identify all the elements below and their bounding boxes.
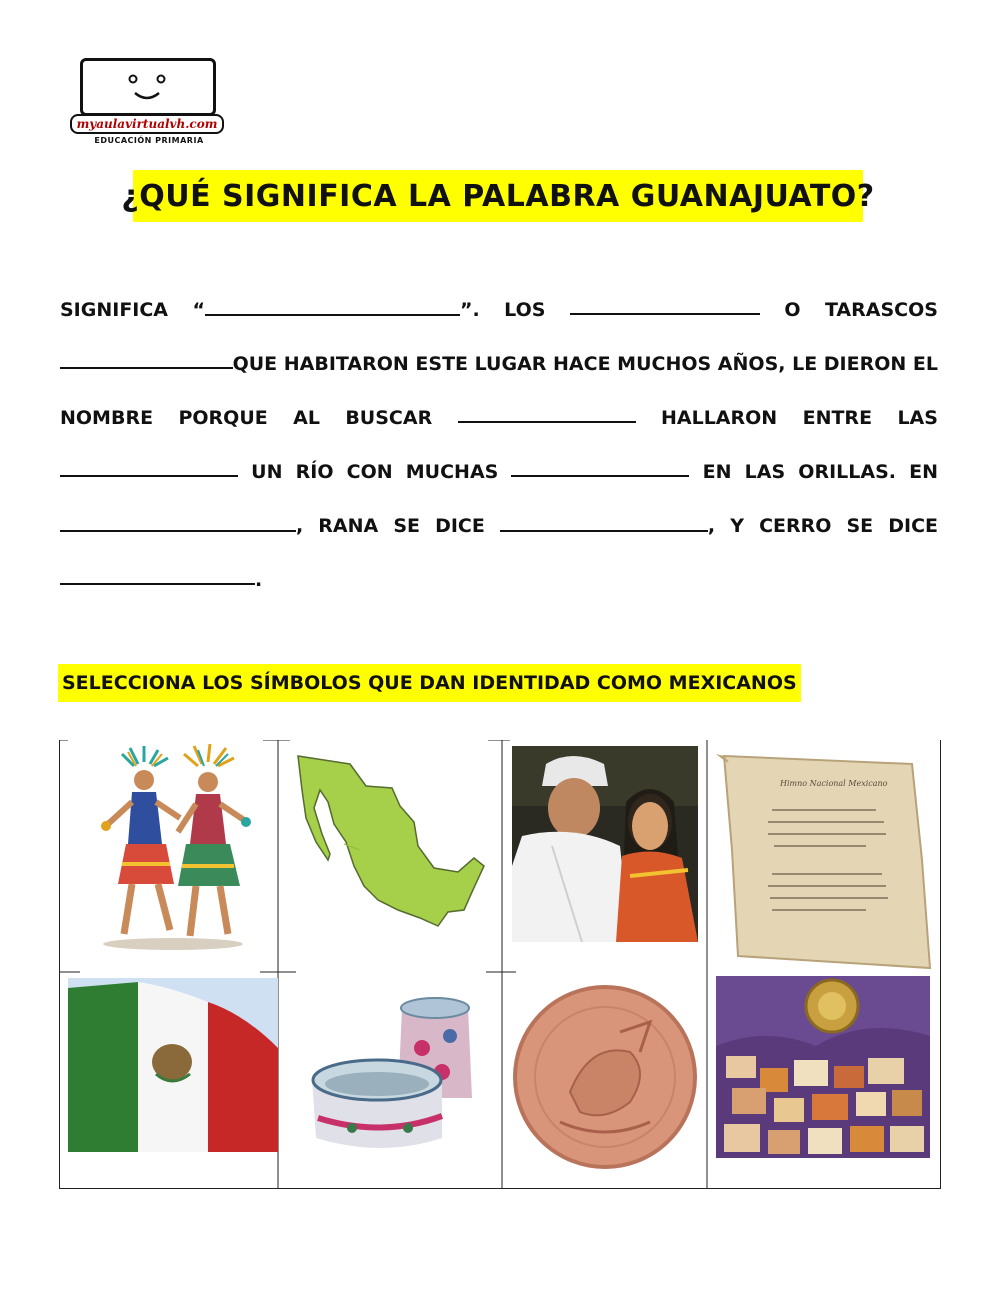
symbol-option-pottery[interactable] <box>292 988 496 1158</box>
word: LAS <box>897 407 938 429</box>
page-title: ¿QUÉ SIGNIFICA LA PALABRA GUANAJUATO? <box>133 170 863 222</box>
word: NOMBRE <box>60 407 154 429</box>
word: PORQUE <box>178 407 268 429</box>
word: RÍO <box>295 461 334 483</box>
blank-with-comma <box>500 499 715 553</box>
anthem-document-image <box>716 750 934 972</box>
symbol-option-anthem[interactable] <box>716 750 934 972</box>
blank-search[interactable] <box>458 391 636 423</box>
word: DICE <box>435 515 485 537</box>
smiley-face-icon <box>83 61 213 113</box>
logo-tagline: EDUCACIÓN PRIMARIA <box>94 136 204 145</box>
word: CON <box>346 461 393 483</box>
blank-people-alt[interactable] <box>60 337 233 369</box>
paragraph-line-5 <box>60 499 938 553</box>
word: MUCHAS <box>405 461 499 483</box>
word: LAS <box>744 461 786 483</box>
paragraph-line-4 <box>60 445 938 499</box>
word: RANA <box>318 515 379 537</box>
fill-in-paragraph <box>60 283 938 607</box>
symbol-option-map[interactable] <box>288 750 488 960</box>
quote-close: ”. <box>459 299 480 321</box>
paragraph-line-6 <box>60 553 938 607</box>
word: CERRO <box>759 515 832 537</box>
paragraph-line-2 <box>60 337 938 391</box>
word: HALLARON <box>660 407 778 429</box>
word: EN <box>702 461 732 483</box>
instruction-banner: SELECCIONA LOS SÍMBOLOS QUE DAN IDENTIDAD COMO MEXICANOS <box>58 664 801 702</box>
blank-people[interactable] <box>570 283 760 315</box>
word: UN <box>251 461 283 483</box>
blank-place[interactable] <box>60 445 238 477</box>
blank-hill-word[interactable] <box>60 553 255 585</box>
paragraph-line-3 <box>60 391 938 445</box>
computer-screen-icon <box>80 58 216 116</box>
symbols-grid <box>59 740 941 1189</box>
word: SE <box>846 515 874 537</box>
blank-language[interactable] <box>60 500 296 532</box>
document-heading: Himno Nacional Mexicano <box>780 779 888 788</box>
site-logo <box>70 56 230 152</box>
pottery-image <box>292 988 496 1158</box>
emblem-coin-image <box>510 982 700 1172</box>
blank-with-comma <box>60 499 303 553</box>
word: SIGNIFICA <box>60 299 169 321</box>
blank-frog-word[interactable] <box>500 500 708 532</box>
line-text: QUE HABITARON ESTE LUGAR HACE MUCHOS AÑOS, LE DIERON EL <box>232 353 938 375</box>
word: Y <box>730 515 744 537</box>
word: DICE <box>888 515 938 537</box>
dancers-image <box>78 744 268 964</box>
word: EN <box>909 461 938 483</box>
logo-url: myaulavirtualvh.com <box>70 114 224 134</box>
quote-open: “ <box>192 299 205 321</box>
couple-painting-image <box>512 746 698 942</box>
paragraph-line-1 <box>60 283 938 337</box>
word: TARASCOS <box>824 299 938 321</box>
symbol-option-sweets[interactable] <box>716 976 930 1158</box>
symbol-option-emblem[interactable] <box>510 982 700 1172</box>
mexican-flag-image <box>68 978 278 1152</box>
word: ORILLAS. <box>798 461 896 483</box>
blank-frogs[interactable] <box>511 445 689 477</box>
word: LOS <box>504 299 546 321</box>
quoted-blank <box>192 283 479 337</box>
blank-meaning[interactable] <box>205 284 460 316</box>
word: O <box>784 299 801 321</box>
sweets-image <box>716 976 930 1158</box>
word: AL <box>293 407 320 429</box>
symbol-option-flag[interactable] <box>68 978 278 1152</box>
symbol-option-couple[interactable] <box>512 746 698 942</box>
symbol-option-dancers[interactable] <box>78 744 268 964</box>
comma: , <box>296 515 304 537</box>
comma: , <box>707 515 716 537</box>
period: . <box>255 569 263 591</box>
word: SE <box>393 515 420 537</box>
word: BUSCAR <box>345 407 433 429</box>
mexico-map-image <box>288 750 488 960</box>
word: ENTRE <box>802 407 873 429</box>
